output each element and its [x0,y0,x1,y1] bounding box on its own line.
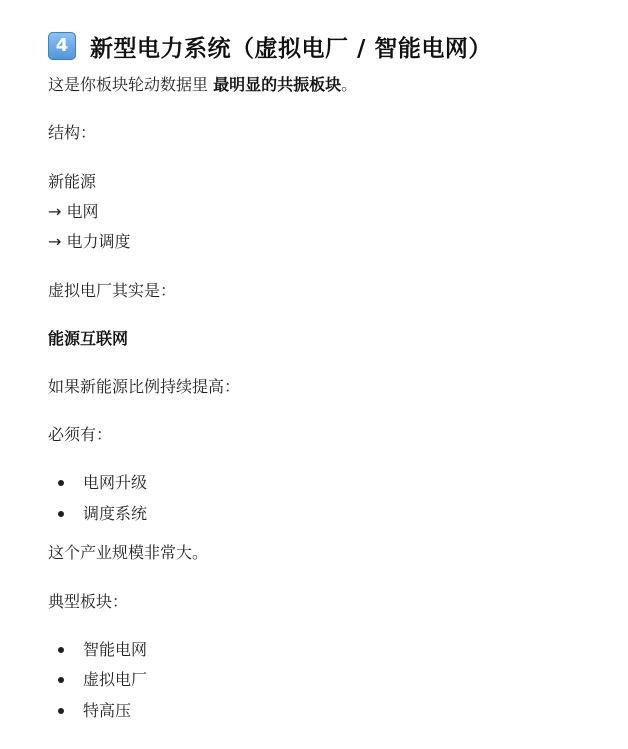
keycap-number-icon: 4 [48,32,76,60]
section-title: 新型电力系统（虚拟电厂 / 智能电网） [90,35,492,62]
typical-sectors-label: 典型板块： [48,592,129,611]
intro-prefix: 这是你板块轮动数据里 [48,75,214,94]
section-heading [48,24,492,68]
list-item-grid-upgrade: 电网升级 [83,473,148,492]
must-have-label: 必须有： [48,425,113,444]
vpp-definition: 能源互联网 [48,329,129,348]
bullet-icon [58,708,64,714]
list-item-dispatch-system: 调度系统 [83,504,148,523]
bullet-icon [58,511,64,517]
bullet-icon [58,647,64,653]
scale-text: 这个产业规模非常大。 [48,543,209,562]
structure-label: 结构： [48,123,97,142]
if-condition-text: 如果新能源比例持续提高： [48,377,241,396]
chain-item-new-energy: 新能源 [48,172,97,191]
bullet-icon [58,480,64,486]
intro-emphasis: 最明显的共振板块 [213,75,342,94]
list-item-virtual-power-plant: 虚拟电厂 [83,670,148,689]
list-item-uhv: 特高压 [83,701,132,720]
chain-item-grid: → 电网 [48,202,99,221]
intro-suffix: 。 [341,75,358,94]
list-item-smart-grid: 智能电网 [83,640,148,659]
vpp-label: 虚拟电厂其实是： [48,281,177,300]
intro-paragraph [48,74,357,96]
chain-item-dispatch: → 电力调度 [48,232,131,251]
bullet-icon [58,677,64,683]
